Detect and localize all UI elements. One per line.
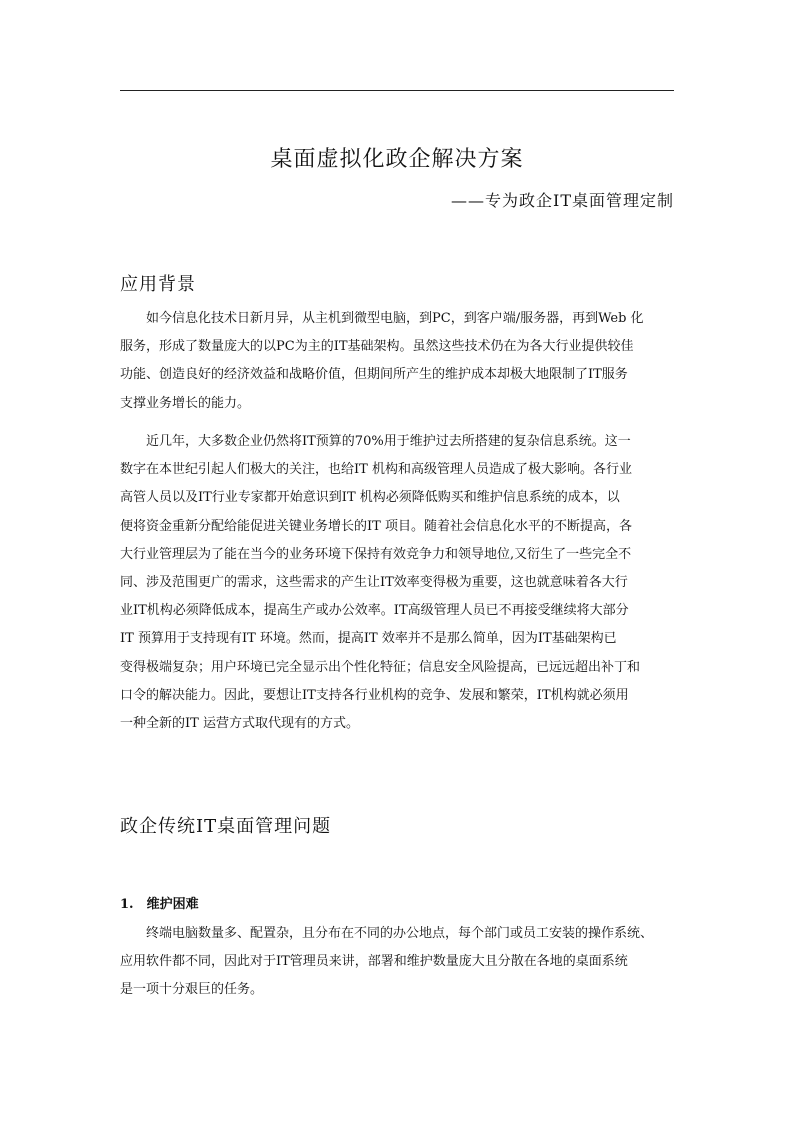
- paragraph-line: 便将资金重新分配给能促进关键业务增长的IT 项目。随着社会信息化水平的不断提高，各: [120, 518, 632, 534]
- paragraph-line: 服务，形成了数量庞大的以PC为主的IT基础架构。虽然这些技术仍在为各大行业提供较佳: [120, 339, 634, 355]
- paragraph-line: 近几年，大多数企业仍然将IT预算的70%用于维护过去所搭建的复杂信息系统。这一: [146, 434, 631, 449]
- header-rule: [120, 90, 674, 91]
- paragraph-line: 应用软件都不同，因此对于IT管理员来讲，部署和维护数量庞大且分散在各地的桌面系统: [120, 954, 628, 970]
- paragraph-maintenance: [120, 920, 674, 1005]
- document-subtitle: ——专为政企IT桌面管理定制: [451, 191, 674, 210]
- paragraph-line: 数字在本世纪引起人们极大的关注，也给IT 机构和高级管理人员造成了极大影响。各行业: [120, 462, 632, 478]
- section-heading-it-desktop-issues: 政企传统IT桌面管理问题: [120, 816, 332, 837]
- paragraph-line: 支撑业务增长的能力。: [120, 395, 251, 411]
- paragraph-line: 终端电脑数量多、配置杂，且分布在不同的办公地点，每个部门或员工安装的操作系统、: [146, 926, 654, 941]
- subsection-heading-maintenance: 1. 维护困难: [120, 897, 199, 912]
- section-heading-background: 应用背景: [120, 274, 196, 295]
- paragraph-line: 功能、创造良好的经济效益和战略价值，但期间所产生的维护成本却极大地限制了IT服务: [120, 367, 628, 383]
- paragraph-line: 业IT机构必须降低成本，提高生产或办公效率。IT高级管理人员已不再接受继续将大部分: [120, 603, 629, 619]
- paragraph-line: 一种全新的IT 运营方式取代现有的方式。: [120, 716, 359, 732]
- paragraph-line: 变得极端复杂；用户环境已完全显示出个性化特征；信息安全风险提高，已远远超出补丁和: [120, 659, 641, 675]
- paragraph-line: IT 预算用于支持现有IT 环境。然而，提高IT 效率并不是那么简单，因为IT基础架构已: [120, 631, 617, 647]
- paragraph-line: 如今信息化技术日新月异，从主机到微型电脑，到PC，到客户端/服务器，再到Web 化: [146, 311, 644, 326]
- paragraph-background-2: [120, 428, 674, 738]
- paragraph-line: 大行业管理层为了能在当今的业务环境下保持有效竞争力和领导地位,又衍生了一些完全不: [120, 546, 632, 562]
- paragraph-line: 是一项十分艰巨的任务。: [120, 982, 264, 998]
- paragraph-line: 口令的解决能力。因此，要想让IT支持各行业机构的竞争、发展和繁荣，IT机构就必须用: [120, 687, 629, 703]
- paragraph-background-1: [120, 305, 674, 418]
- paragraph-line: 同、涉及范围更广的需求，这些需求的产生让IT效率变得极为重要，这也就意味着各大行: [120, 575, 628, 591]
- paragraph-line: 高管人员以及IT行业专家都开始意识到IT 机构必须降低购买和维护信息系统的成本，以: [120, 490, 620, 506]
- document-title: 桌面虚拟化政企解决方案: [270, 147, 524, 172]
